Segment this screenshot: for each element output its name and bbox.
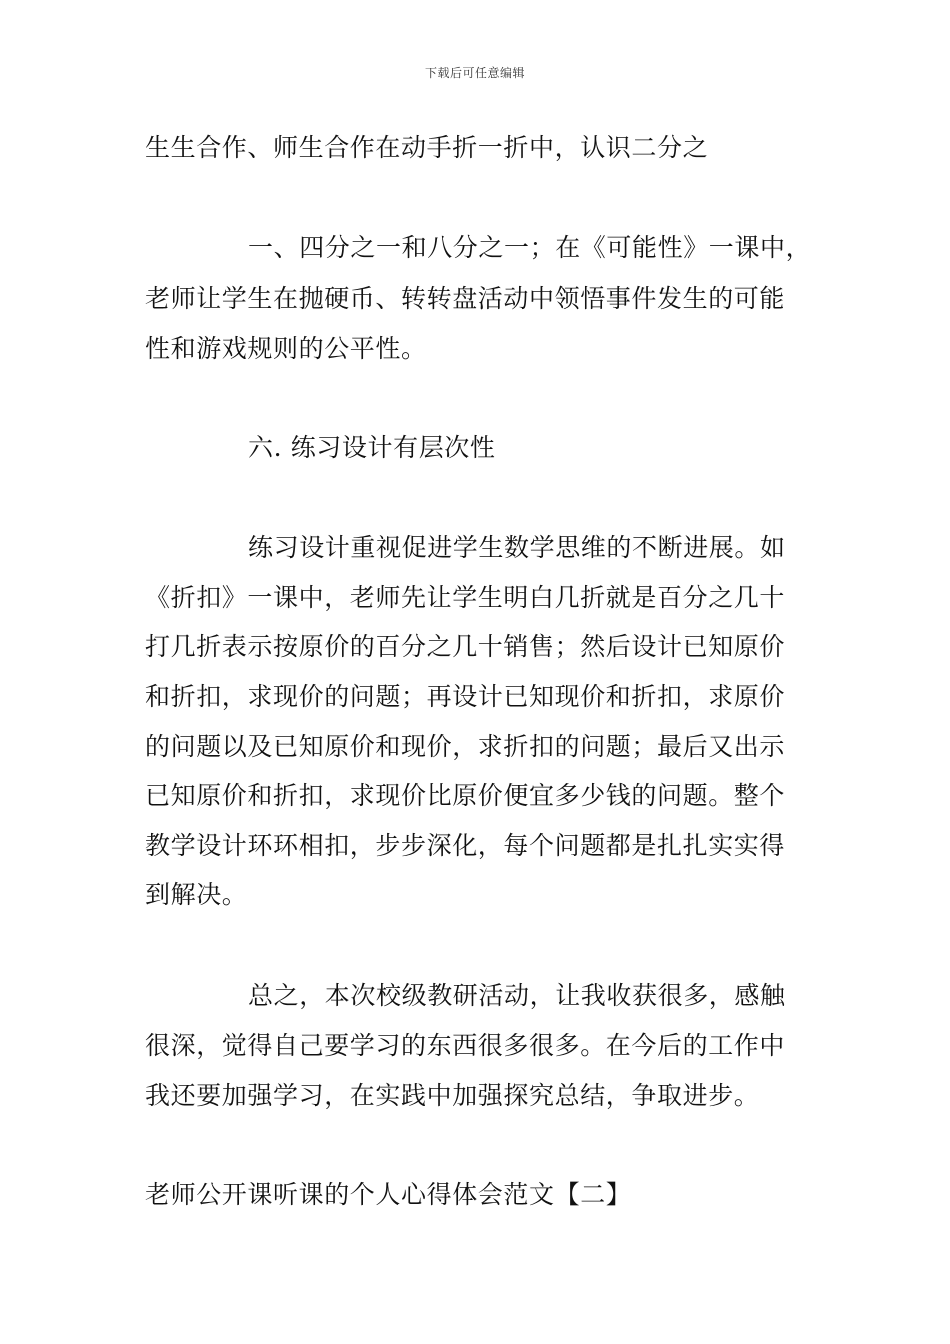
paragraph-line: 总之，本次校级教研活动，让我收获很多，感触 <box>248 981 786 1010</box>
paragraph-line: 练习设计重视促进学生数学思维的不断进展。如 <box>248 533 786 562</box>
paragraph-line: 性和游戏规则的公平性。 <box>145 334 427 363</box>
paragraph-line: 生生合作、师生合作在动手折一折中，认识二分之 <box>145 133 709 162</box>
paragraph-line: 《折扣》一课中，老师先让学生明白几折就是百分之几十 <box>145 583 786 612</box>
paragraph-line: 教学设计环环相扣，步步深化，每个问题都是扎扎实实得 <box>145 831 786 860</box>
paragraph-line: 的问题以及已知原价和现价，求折扣的问题；最后又出示 <box>145 732 786 761</box>
paragraph-line: 到解决。 <box>145 880 248 909</box>
paragraph-line: 和折扣，求现价的问题；再设计已知现价和折扣，求原价 <box>145 682 786 711</box>
paragraph-line: 已知原价和折扣，求现价比原价便宜多少钱的问题。整个 <box>145 781 786 810</box>
section-heading: 六. 练习设计有层次性 <box>248 433 496 462</box>
paragraph-line: 我还要加强学习，在实践中加强探究总结，争取进步。 <box>145 1081 760 1110</box>
paragraph-line: 老师让学生在抛硬币、转转盘活动中领悟事件发生的可能 <box>145 284 786 313</box>
paragraph-line: 一、四分之一和八分之一；在《可能性》一课中， <box>248 233 812 262</box>
paragraph-line: 很深，觉得自己要学习的东西很多很多。在今后的工作中 <box>145 1031 786 1060</box>
page-header-note: 下载后可任意编辑 <box>424 66 525 80</box>
next-article-title: 老师公开课听课的个人心得体会范文【二】 <box>145 1180 632 1209</box>
paragraph-line: 打几折表示按原价的百分之几十销售；然后设计已知原价 <box>145 632 786 661</box>
